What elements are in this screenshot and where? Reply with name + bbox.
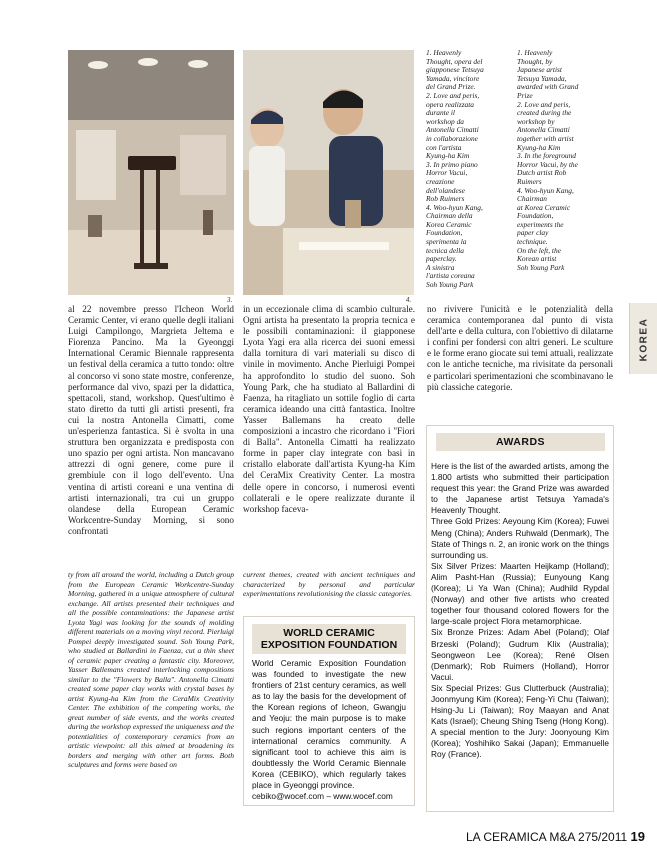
foundation-box-text: World Ceramic Exposition Foundation was founded to investigate the new frontiers of 21st century ceramics, as well as to lay the basis for the development of the Korean regions of Icheon, Gwangju and Yeoju: the main purpose is to make such regions important centers of the international ceramics community. A significant tool to achieve this aim is doubtlessly the World Ceramic Biennale Korea (CEBIKO), which regularly takes place in Gyeonggi province.: [252, 658, 406, 791]
awards-paragraph: Six Silver Prizes: Maarten Heijkamp (Holland); Alim Pasht-Han (Russia); Eunyoung Kang (Korea); Li Ya Wan (China); Audhild Rypdal (Norway) and other five artists who created together four thousand colored flowers for the large-scale project Flora metamorphicae.: [431, 560, 609, 627]
article-column-2-text: in un eccezionale clima di scambio culturale. Ogni artista ha presentato la propria tecnica e le possibili contaminazioni: il giapponese Lyota Yagi era alla ricerca dei suoni emessi dalla tornitura di vari materiali su disco di vinile in movimento. Anche Pierluigi Pompei ha approfondito lo studio del suono. Soh Young Park, che ha studiato al Ballardini di Faenza, ha ritagliato un sottile foglio di carta ceramica ideando una città fantastica. Inoltre Yasser Ballemans ha creato delle composizioni a incastro che ricordano i "Fiori di Balla". Antonella Cimatti ha realizzato forme in paper clay integrate con basi in cristallo elaborate dall'artista Kyung-ha Kim del CeraMix Creativity Center. La mostra delle opere in concorso, i numerosi eventi collaterali e le opere realizzate durante il workshop faceva-: [243, 304, 415, 514]
article-column-1-text: al 22 novembre presso l'Icheon World Ceramic Center, vi erano quelle degli italiani Luigi Campilongo, Margrieta Jeltema e Fiorenza Pancino. Ma la Gyeonggi International Ceramic Biennale rappresenta un festival della ceramica a tutto tondo: oltre al concorso vi sono state mostre, conferenze, performance dal vivo, spazi per la didattica, spettacoli, stand, workshop. Quest'ultimo è stato diretto da tutti gli artisti presenti, fra cui la nostra Antonella Cimatti, come un'esperienza fantastica. Si è svolta in una struttura ben organizzata e predisposta con uno spazio per ogni artista. Non mancavano attrezzi di ogni genere, come pure il grembiule con il logo dell'evento. Una ventina di artisti coreani e una ventina di artisti internazionali, tra cui un gruppo olandese della European Ceramic Workcentre-Sunday Morning, si sono confrontati: [68, 304, 234, 536]
awards-paragraph: A special mention to the Jury: Joonyoung Kim (Korea); Yoshihiko Sakai (Japan); Emmanuelle Roy (France).: [431, 727, 609, 760]
article-column-3: [427, 304, 613, 393]
page-footer: [466, 829, 645, 844]
awards-paragraph: Here is the list of the awarded artists, among the 1.800 artists who submitted their participation request this year: the Grand Prize was awarded to the Japanese artist Tetsuya Yamada's Heavenly Thought.: [431, 461, 610, 516]
caption-english: 1. Heavenly Thought, by Japanese artist Tetsuya Yamada, awarded with Grand Prize 2. Love and peris, created during the workshop by Antonella Cimatti together with artist Kyung-ha Kim 3. In the foreground Horror Vacui, by the Dutch artist Rob Ruimers 4. Woo-hyun Kang, Chairman at Korea Ceramic Foundation, experiments the paper clay technique. On the left, the Korean artist Soh Young Park: [517, 48, 579, 272]
foundation-box-body: [252, 658, 406, 802]
photo-workshop: [243, 50, 414, 295]
exhibition-hall-illustration: [68, 50, 234, 295]
section-tab-text: KOREA: [638, 317, 650, 361]
article-column-1: [68, 304, 234, 537]
photo-exhibition-hall: [68, 50, 234, 295]
article-column-2: [243, 304, 415, 515]
foundation-box-contacts: cebiko@wocef.com – www.wocef.com: [252, 791, 393, 802]
photo-number-left: 3.: [227, 296, 233, 304]
awards-paragraph: Three Gold Prizes: Aeyoung Kim (Korea); Fuwei Meng (China); Anders Ruhwald (Denmark), The State of Things n. 2, an ironic work on the things surrounding us.: [431, 516, 609, 560]
awards-paragraph: Six Bronze Prizes: Adam Abel (Poland); Olaf Brzeski (Poland); Gudrum Klix (Australia); Seongweon Lee (Korea); René Olsen (Denmark); Rob Ruimers (Holland), Horror Vacui.: [431, 627, 609, 682]
caption-italian: 1. Heavenly Thought, opera del giapponese Tetsuya Yamada, vincitore del Grand Prize. 2. Love and peris, opera realizzata durante il workshop da Antonella Cimatti in collaborazione con l'artista Kyung-ha Kim 3. In primo piano Horror Vacui, creazione dell'olandese Rob Ruimers 4. Woo-hyun Kang, Chairman della Korea Ceramic Foundation, sperimenta la tecnica della paperclay. A sinistra l'artista coreana Soh Young Park: [426, 48, 484, 290]
article-english-column-2: [243, 570, 415, 599]
section-tab-label: [633, 314, 655, 364]
awards-paragraph: Six Special Prizes: Gus Clutterbuck (Australia); Joonmyung Kim (Korea); Feng-Yi Chu (Taiwan); Hsing-Ju Li (Taiwan); Roy Maayan and Anat Kats (Israel); Cheung Shing Tseng (Hong Kong).: [431, 682, 609, 727]
magazine-issue: LA CERAMICA M&A 275/2011: [465, 830, 628, 844]
workshop-illustration: [243, 50, 414, 295]
article-english-column-2-text: current themes, created with ancient techniques and characterized by personal and particular experimentations revolutionising the classic categories.: [243, 570, 415, 598]
article-english-column-1-text: ty from all around the world, including a Dutch group from the European Ceramic Workcentre-Sunday Morning, gathered in a unique atmosphere of cultural exchange. All artists presented their techniques and all the possible contaminations: the Japanese artist Lyota Yagi was looking for the sounds of molding different materials on a moving vinyl record. Pierluigi Pompei deeply investigated sound. Soh Young Park, who studied at Ballardini in Faenza, cut a thin sheet of ceramic paper creating a fantastic city. Moreover, Yasser Ballemans created interlocking compositions similar to the "Flowers by Balla". Antonella Cimatti created some paper clay works with crystal bases by artist Kyung-ha Kim from the CeraMix Creativity Center. The exhibition of the competing works, the great number of side events, and the works created during the workshop expressed the uniqueness and the potentialities of contemporary ceramics from an artistic viewpoint: all this aimed at broadening its borders and merging with other art forms. Both sculptures and forms were based on: [68, 570, 234, 769]
page-number: 19: [630, 829, 645, 844]
article-column-3-text: no rivivere l'unicità e le potenzialità della ceramica contemporanea dal punto di vista dell'arte e della cultura, con l'obiettivo di dilatarne i confini per fondersi con altri generi. Le sculture e le forme erano giocate sui temi attuali, realizzate con le antiche tecniche, ma rivisitate da personali e particolari sperimentazioni che scombinavano le più classiche categorie.: [427, 304, 613, 392]
photo-number-right: 4.: [406, 296, 412, 304]
foundation-box-title: WORLD CERAMIC EXPOSITION FOUNDATION: [252, 624, 406, 654]
awards-box-body: [431, 461, 609, 761]
article-english-column-1: [68, 570, 234, 770]
awards-box-title: AWARDS: [436, 433, 605, 451]
